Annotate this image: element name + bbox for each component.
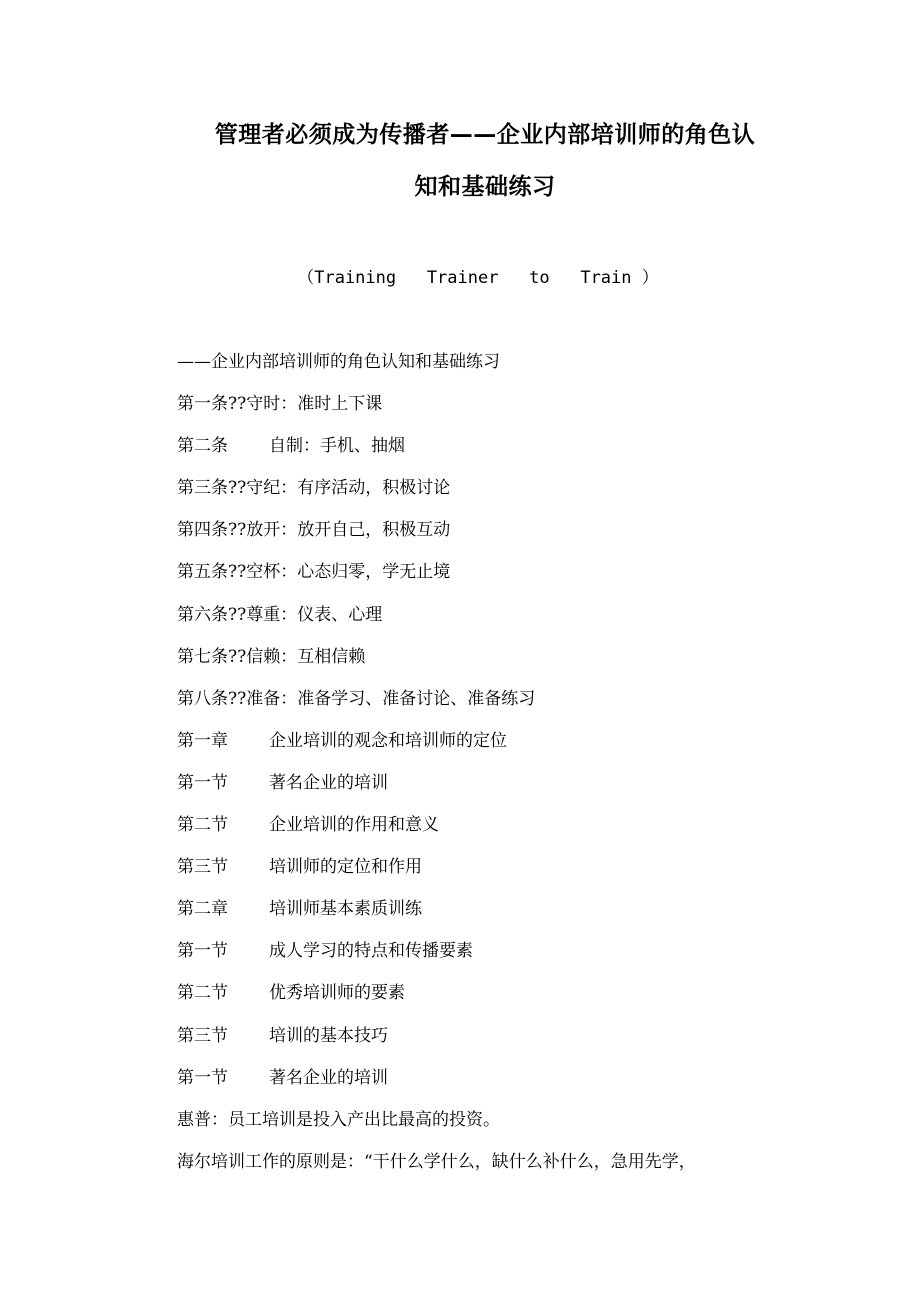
body-line-text: ——企业内部培训师的角色认知和基础练习 <box>177 352 500 372</box>
body-line-label: 第一章 <box>177 730 228 751</box>
document-title-line-1: 管理者必须成为传播者——企业内部培训师的角色认 <box>214 122 756 148</box>
body-line <box>177 728 817 770</box>
body-line-text: 著名企业的培训 <box>269 1067 388 1088</box>
body-line-label: 第二章 <box>177 899 228 920</box>
body-line <box>177 896 817 938</box>
body-line-text: 第七条??信赖：互相信赖 <box>177 646 366 667</box>
body-line-text: 培训师的定位和作用 <box>269 857 422 878</box>
body-line <box>177 686 817 728</box>
body-line-text: 企业培训的作用和意义 <box>269 815 439 836</box>
body-line-label: 第一节 <box>177 772 228 793</box>
body-line-text: 海尔培训工作的原则是：“干什么学什么，缺什么补什么，急用先学， <box>177 1151 696 1172</box>
body-line-label: 第二节 <box>177 815 228 836</box>
body-line <box>177 938 817 980</box>
body-line <box>177 1023 817 1065</box>
body-line-text: 培训师基本素质训练 <box>269 899 422 920</box>
body-line-text: 著名企业的培训 <box>269 772 388 793</box>
body-line-label: 第三节 <box>177 857 228 878</box>
body-line-label: 第一节 <box>177 1067 228 1088</box>
document-body <box>177 349 817 1191</box>
body-line <box>177 812 817 854</box>
body-line <box>177 1149 817 1191</box>
body-line-text: 第三条??守纪：有序活动，积极讨论 <box>177 478 451 499</box>
document-title-line-2: 知和基础练习 <box>414 174 556 200</box>
body-line-text: 自制：手机、抽烟 <box>269 436 405 457</box>
body-line-text: 培训的基本技巧 <box>269 1025 388 1046</box>
body-line-label: 第二条 <box>177 436 228 457</box>
body-line-text: 成人学习的特点和传播要素 <box>269 941 473 962</box>
body-line <box>177 517 817 559</box>
body-line <box>177 770 817 812</box>
body-line <box>177 349 817 391</box>
body-line <box>177 391 817 433</box>
body-line <box>177 1065 817 1107</box>
body-line-text: 第五条??空杯：心态归零，学无止境 <box>177 562 451 583</box>
body-line-text: 企业培训的观念和培训师的定位 <box>269 730 507 751</box>
body-line-text: 第八条??准备：准备学习、准备讨论、准备练习 <box>177 688 536 709</box>
body-line <box>177 602 817 644</box>
body-line <box>177 475 817 517</box>
body-line-text: 第六条??尊重：仪表、心理 <box>177 604 383 625</box>
document-subtitle: （Training Trainer to Train ） <box>297 268 659 288</box>
body-line-text: 第一条??守时：准时上下课 <box>177 394 383 415</box>
body-line <box>177 433 817 475</box>
body-line-text: 优秀培训师的要素 <box>269 983 405 1004</box>
body-line-label: 第三节 <box>177 1025 228 1046</box>
body-line-label: 第二节 <box>177 983 228 1004</box>
body-line <box>177 1107 817 1149</box>
body-line-label: 第一节 <box>177 941 228 962</box>
body-line <box>177 854 817 896</box>
body-line <box>177 559 817 601</box>
body-line <box>177 980 817 1022</box>
body-line <box>177 644 817 686</box>
body-line-text: 惠普：员工培训是投入产出比最高的投资。 <box>177 1109 500 1130</box>
body-line-text: 第四条??放开：放开自己，积极互动 <box>177 520 451 541</box>
